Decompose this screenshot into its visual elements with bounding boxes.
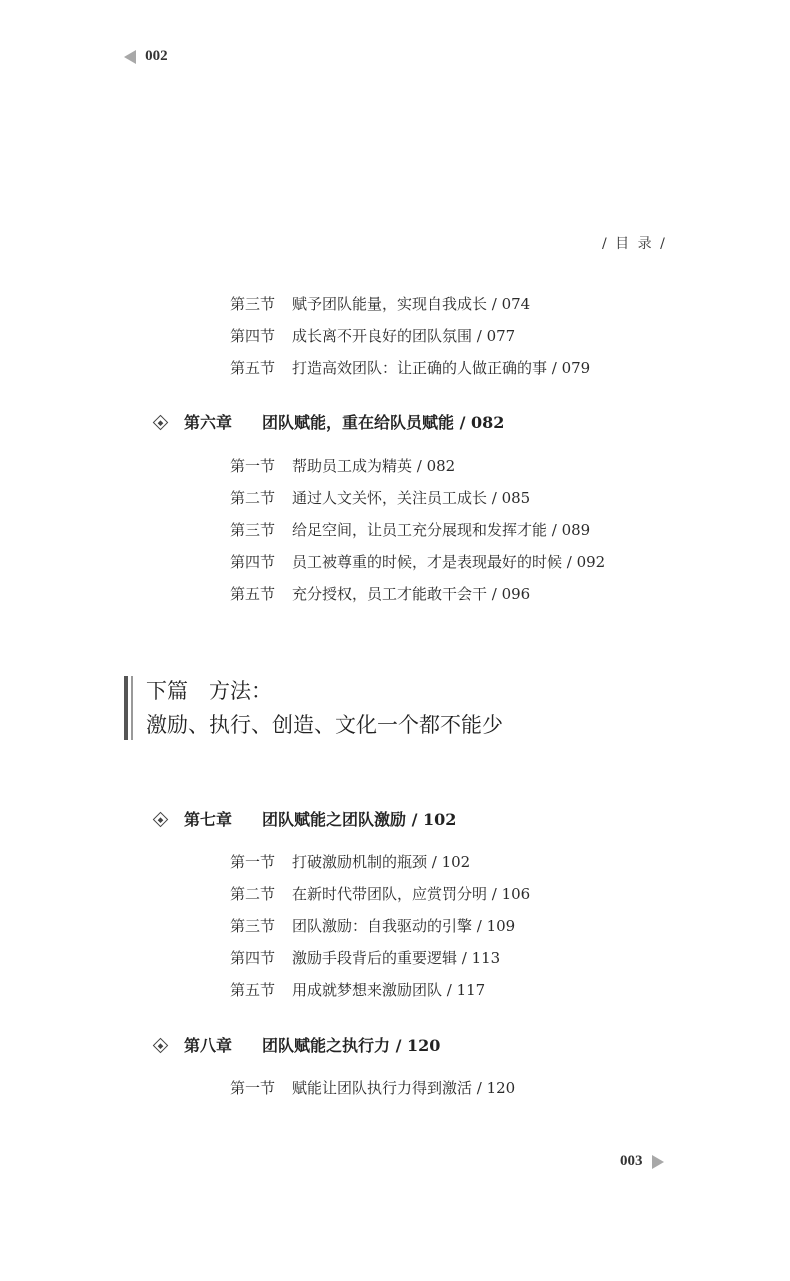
section-entry: [230, 974, 530, 1006]
section-number: 第五节: [230, 585, 276, 603]
section-title: 员工被尊重的时候，才是表现最好的时候 / 092: [292, 553, 606, 571]
part-heading: [146, 674, 503, 742]
diamond-bullet-icon: [153, 1038, 169, 1054]
section-entry: [230, 482, 605, 514]
section-list-top: [230, 288, 590, 384]
section-entry: [230, 320, 590, 352]
section-entry: [230, 288, 590, 320]
part-title: 下篇 方法：: [146, 679, 272, 703]
section-number: 第五节: [230, 981, 276, 999]
section-number: 第四节: [230, 949, 276, 967]
section-number: 第二节: [230, 489, 276, 507]
section-entry: [230, 546, 605, 578]
chapter-title: 团队赋能之执行力 / 120: [262, 1036, 441, 1055]
section-entry: [230, 1072, 515, 1104]
section-entry: [230, 578, 605, 610]
section-entry: [230, 846, 530, 878]
chapter-heading-8: [184, 1033, 440, 1056]
section-list-chapter-6: [230, 450, 605, 610]
chapter-heading-7: [184, 807, 456, 830]
section-list-chapter-7: [230, 846, 530, 1006]
chapter-title: 团队赋能，重在给队员赋能 / 082: [262, 413, 505, 432]
section-title: 赋能让团队执行力得到激活 / 120: [292, 1079, 516, 1097]
section-title: 成长离不开良好的团队氛围 / 077: [292, 327, 516, 345]
page-number-left: 002: [145, 48, 168, 64]
section-title: 打造高效团队：让正确的人做正确的事 / 079: [292, 359, 591, 377]
section-list-chapter-8: [230, 1072, 515, 1104]
part-heading-bar: [124, 676, 128, 740]
part-subtitle: 激励、执行、创造、文化一个都不能少: [146, 713, 503, 737]
part-heading-bar-inner: [131, 676, 133, 740]
section-entry: [230, 878, 530, 910]
diamond-bullet-icon: [153, 812, 169, 828]
section-title: 帮助员工成为精英 / 082: [292, 457, 456, 475]
chapter-heading-6: [184, 410, 504, 433]
section-number: 第一节: [230, 1079, 276, 1097]
section-entry: [230, 942, 530, 974]
section-title: 赋予团队能量，实现自我成长 / 074: [292, 295, 531, 313]
section-number: 第三节: [230, 917, 276, 935]
section-title: 激励手段背后的重要逻辑 / 113: [292, 949, 501, 967]
section-number: 第五节: [230, 359, 276, 377]
triangle-right-icon: [652, 1155, 664, 1169]
prev-page-indicator: [124, 46, 168, 65]
section-number: 第三节: [230, 521, 276, 539]
chapter-number: 第七章: [184, 810, 233, 829]
section-number: 第三节: [230, 295, 276, 313]
chapter-number: 第六章: [184, 413, 233, 432]
section-entry: [230, 450, 605, 482]
section-title: 打破激励机制的瓶颈 / 102: [292, 853, 471, 871]
section-number: 第一节: [230, 457, 276, 475]
section-entry: [230, 514, 605, 546]
chapter-title: 团队赋能之团队激励 / 102: [262, 810, 457, 829]
section-title: 团队激励：自我驱动的引擎 / 109: [292, 917, 516, 935]
section-title: 通过人文关怀，关注员工成长 / 085: [292, 489, 531, 507]
section-number: 第二节: [230, 885, 276, 903]
section-number: 第一节: [230, 853, 276, 871]
diamond-bullet-icon: [153, 415, 169, 431]
page-number-right: 003: [620, 1153, 643, 1169]
section-title: 给足空间，让员工充分展现和发挥才能 / 089: [292, 521, 591, 539]
triangle-left-icon: [124, 50, 136, 64]
section-number: 第四节: [230, 327, 276, 345]
section-entry: [230, 352, 590, 384]
next-page-indicator: [620, 1151, 664, 1170]
section-title: 用成就梦想来激励团队 / 117: [292, 981, 486, 999]
section-number: 第四节: [230, 553, 276, 571]
chapter-number: 第八章: [184, 1036, 233, 1055]
section-title: 在新时代带团队，应赏罚分明 / 106: [292, 885, 531, 903]
section-title: 充分授权，员工才能敢干会干 / 096: [292, 585, 531, 603]
section-entry: [230, 910, 530, 942]
toc-header-label: / 目 录 /: [602, 236, 667, 252]
